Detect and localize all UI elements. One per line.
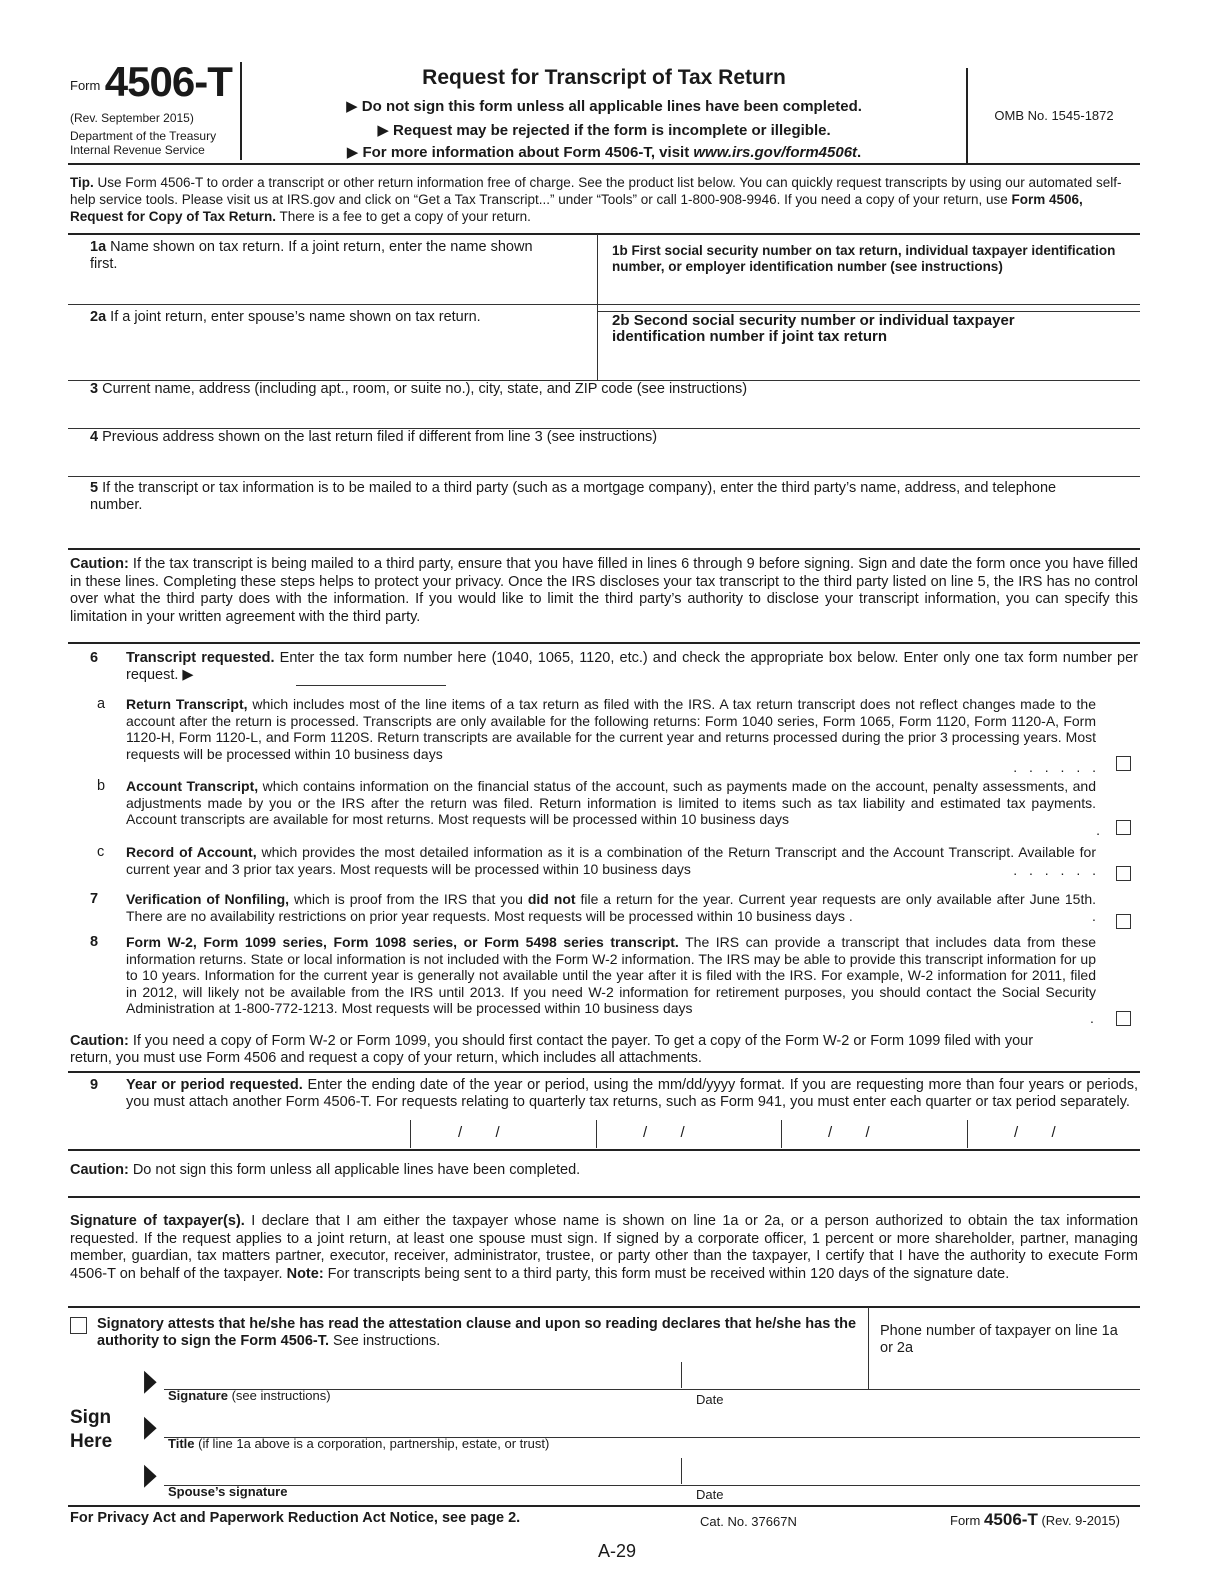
line-5-label bbox=[90, 480, 1090, 514]
caution-sign-text: Do not sign this form unless all applicable lines have been completed. bbox=[128, 1162, 581, 1178]
line-6c-dots: . . . . . . bbox=[1013, 862, 1100, 878]
line-7-body-1: which is proof from the IRS that you bbox=[289, 891, 528, 907]
line-6a-text bbox=[126, 696, 1096, 762]
privacy-notice: For Privacy Act and Paperwork Reduction Act Notice, see page 2. bbox=[70, 1510, 521, 1526]
line-6b-text bbox=[126, 778, 1096, 828]
sign-here-label bbox=[70, 1406, 112, 1454]
line-3-text: Current name, address (including apt., room, or suite no.), city, state, and ZIP code (see instructions) bbox=[102, 381, 748, 397]
signature-declaration bbox=[70, 1213, 1138, 1283]
line-1b-label bbox=[612, 243, 1132, 275]
line-2b-text: Second social security number or individual taxpayer identification number if joint tax return bbox=[612, 312, 1015, 345]
line-6c-text bbox=[126, 844, 1096, 877]
line-5-text: If the transcript or tax information is to be mailed to a third party (such as a mortgage company), enter the third party’s name, address, and telephone number. bbox=[90, 480, 1057, 513]
line-7-body-2: file a return for the year. Current year requests are only available after June 15th. There are no availability restrictions on prior year requests. Most requests will be processed within 10 business days . bbox=[126, 891, 1097, 924]
line-6-bold: Transcript requested. bbox=[126, 650, 275, 666]
line-4-number: 4 bbox=[90, 429, 99, 445]
signature-arrow-icon: ▶ bbox=[144, 1364, 157, 1397]
form-title: Request for Transcript of Tax Return bbox=[422, 66, 786, 89]
line-1b-number: 1b bbox=[612, 243, 628, 258]
department: Department of the Treasury bbox=[70, 129, 217, 143]
line-6b-letter: b bbox=[97, 778, 106, 794]
line-8-number: 8 bbox=[90, 934, 99, 950]
line-6-text bbox=[126, 650, 1138, 684]
w2-1099-transcript-checkbox[interactable] bbox=[1116, 1011, 1131, 1026]
signature-label-note: (see instructions) bbox=[227, 1388, 331, 1403]
line-2b-number: 2b bbox=[612, 312, 630, 329]
caution-w2-text: If you need a copy of Form W-2 or Form 1099, you should first contact the payer. To get a copy of the Form W-2 or Form 1099 filed with your return, you must use Form 4506 and request a copy of your return, which includes all attachments. bbox=[70, 1033, 1034, 1066]
footer-form-id bbox=[950, 1510, 1120, 1530]
url-suffix: . bbox=[857, 144, 862, 161]
date-field-1-divider bbox=[410, 1120, 411, 1148]
date-field-2-divider bbox=[596, 1120, 597, 1148]
line-4-bottom-rule bbox=[68, 476, 1140, 477]
line-6c-letter: c bbox=[97, 844, 105, 860]
attestation-text bbox=[97, 1316, 857, 1350]
line-4-label bbox=[90, 429, 1130, 446]
tip-paragraph bbox=[70, 174, 1138, 225]
verification-nonfiling-label: Verification of Nonfiling, bbox=[126, 891, 290, 907]
line-6b-body: which contains information on the financial status of the account, such as payments made on the account, penalty assessments, and adjustments made by you or the IRS after the return was filed. Return information is limited to items such as tax liability and estimated tax payments. Account transcripts are available for most returns. Most requests will be processed within 10 business days bbox=[126, 778, 1097, 827]
footer-form-number: 4506-T bbox=[983, 1510, 1038, 1529]
omb-number: OMB No. 1545-1872 bbox=[994, 108, 1114, 123]
header-instruction-2: ▶ Request may be rejected if the form is incomplete or illegible. bbox=[377, 122, 831, 139]
line-7-text bbox=[126, 891, 1096, 924]
date-field-4-divider bbox=[967, 1120, 968, 1148]
line-6b-dots: . bbox=[1096, 822, 1100, 838]
caution-w2 bbox=[70, 1033, 1070, 1067]
date-field-4[interactable]: / / bbox=[1014, 1124, 1056, 1141]
date-field-1[interactable]: / / bbox=[458, 1124, 500, 1141]
caution-w2-bottom-rule bbox=[68, 1071, 1140, 1073]
title-label-bold: Title bbox=[168, 1436, 195, 1451]
caution-sign-bottom-rule bbox=[68, 1196, 1140, 1198]
spouse-date-label: Date bbox=[696, 1487, 724, 1502]
header-instruction-3 bbox=[240, 143, 968, 161]
line-9-body: Enter the ending date of the year or period, using the mm/dd/yyyy format. If you are requesting more than four years or periods, you must attach another Form 4506-T. For requests relating to quarterly tax returns, such as Form 941, you must enter each quarter or tax period separately. bbox=[126, 1077, 1138, 1110]
title-arrow-icon: ▶ bbox=[144, 1410, 157, 1443]
signature-date-divider bbox=[681, 1362, 682, 1388]
w2-1099-transcript-label: Form W-2, Form 1099 series, Form 1098 series, or Form 5498 series transcript. bbox=[126, 934, 679, 950]
line-6a-dots: . . . . . . bbox=[1013, 759, 1100, 775]
line-5-number: 5 bbox=[90, 480, 99, 496]
header-instruction-1: ▶ Do not sign this form unless all applicable lines have been completed. bbox=[346, 98, 862, 115]
date-field-2[interactable]: / / bbox=[643, 1124, 685, 1141]
here-word: Here bbox=[70, 1431, 113, 1452]
spouse-arrow-icon: ▶ bbox=[144, 1458, 157, 1491]
note-label: Note: bbox=[286, 1265, 324, 1282]
caution-do-not-sign bbox=[70, 1162, 580, 1178]
header-bottom-rule bbox=[68, 163, 1140, 165]
page-label: A-29 bbox=[598, 1541, 637, 1561]
account-transcript-label: Account Transcript, bbox=[126, 778, 259, 794]
caution-third-party bbox=[70, 556, 1138, 626]
phone-divider bbox=[868, 1307, 869, 1389]
signature-declaration-text-2: For transcripts being sent to a third party, this form must be received within 120 days of the signature date. bbox=[323, 1265, 1010, 1282]
line-2a-number: 2a bbox=[90, 309, 107, 325]
line-1a-text: Name shown on tax return. If a joint return, enter the name shown first. bbox=[90, 239, 533, 272]
line-6a-body: which includes most of the line items of a tax return as filed with the IRS. A tax return transcript does not reflect changes made to the account after the return is processed. Transcripts are only available for the following returns: Form 1040 series, Form 1065, Form 1120, Form 1120-A, Form 1120-H, Form 1120-L, and Form 1120S. Return transcripts are available for the current year and returns processed during the prior 3 processing years. Most requests will be processed within 10 business days bbox=[126, 696, 1096, 762]
form-number: 4506-T bbox=[104, 58, 232, 105]
line-6a-letter: a bbox=[97, 696, 106, 712]
form-id-block bbox=[70, 58, 240, 106]
verification-nonfiling-checkbox[interactable] bbox=[1116, 914, 1131, 929]
line-1-divider bbox=[597, 234, 598, 380]
year-period-label: Year or period requested. bbox=[126, 1077, 303, 1093]
attestation-see-instructions: See instructions. bbox=[329, 1333, 441, 1349]
line-8-dots: . bbox=[1090, 1010, 1094, 1026]
line-6-number: 6 bbox=[90, 650, 99, 666]
spouse-signature-input[interactable] bbox=[164, 1485, 1140, 1486]
date-field-3-divider bbox=[781, 1120, 782, 1148]
line-9-number: 9 bbox=[90, 1077, 99, 1093]
line-7-dots: . bbox=[1092, 908, 1096, 924]
line-9-text bbox=[126, 1077, 1138, 1111]
line-6-body: Enter the tax form number here (1040, 1065, 1120, etc.) and check the appropriate box below. Enter only one tax form number per request. ▶ bbox=[126, 650, 1138, 683]
sign-word: Sign bbox=[70, 1407, 112, 1428]
line-9-bottom-rule bbox=[68, 1149, 1140, 1151]
line-2a-text: If a joint return, enter spouse’s name shown on tax return. bbox=[110, 309, 481, 325]
line-3-label bbox=[90, 381, 1130, 398]
line-5-bottom-rule bbox=[68, 548, 1140, 550]
line-8-body: The IRS can provide a transcript that includes data from these information returns. State or local information is not included with the Form W-2 information. The IRS may be able to provide this transcript information for up to 10 years. Information for the current year is generally not available until the year after it is filed with the IRS. For example, W-2 information for 2011, filed in 2012, will likely not be available from the IRS until 2013. If you need W-2 information for retirement purposes, you should contact the Social Security Administration at 1-800-772-1213. Most requests will be processed within 10 business days bbox=[126, 934, 1096, 1017]
declaration-bottom-rule bbox=[68, 1306, 1140, 1308]
caution-sign-label: Caution: bbox=[70, 1162, 129, 1178]
signature-label-bold: Signature bbox=[168, 1388, 228, 1403]
line-7-number: 7 bbox=[90, 891, 99, 907]
line-3-number: 3 bbox=[90, 381, 99, 397]
tip-bold: Form 4506, Request for Copy of Tax Return. bbox=[70, 192, 1083, 224]
date-field-3[interactable]: / / bbox=[828, 1124, 870, 1141]
tip-text-2: There is a fee to get a copy of your return. bbox=[276, 209, 531, 224]
record-of-account-label: Record of Account, bbox=[126, 844, 257, 860]
signature-declaration-text-1: I declare that I am either the taxpayer whose name is shown on line 1a or 2a, or a person authorized to obtain the tax information requested. If the request applies to a joint return, at least one spouse must sign. If signed by a corporate officer, 1 percent or more shareholder, partner, managing member, guardian, tax matters partner, executor, receiver, administrator, trustee, or party other than the taxpayer, I certify that I have the authority to execute Form 4506-T on behalf of the taxpayer. bbox=[70, 1213, 1139, 1282]
form-revision: (Rev. September 2015) bbox=[70, 111, 194, 125]
tip-bottom-rule bbox=[68, 233, 1140, 235]
spouse-signature-label: Spouse’s signature bbox=[168, 1484, 288, 1499]
tip-text-1: Use Form 4506-T to order a transcript or other return information free of charge. See the product list below. You can quickly request transcripts by using our automated self-help service tools. Please visit us at IRS.gov and click on “Get a Tax Transcript...” under “Tools” or call 1-800-908-9946. If you need a copy of your return, use bbox=[70, 175, 1122, 207]
form-prefix: Form bbox=[70, 78, 101, 93]
line-1a-number: 1a bbox=[90, 239, 107, 255]
signature-date-label: Date bbox=[696, 1392, 724, 1407]
line-1b-text: First social security number on tax return, individual taxpayer identification number, or employer identification number (see instructions) bbox=[612, 243, 1116, 274]
irs-url-link[interactable]: www.irs.gov/form4506t bbox=[693, 144, 858, 161]
form-bottom-rule bbox=[68, 1505, 1140, 1507]
title-label bbox=[168, 1436, 549, 1451]
signature-taxpayer-label: Signature of taxpayer(s). bbox=[70, 1213, 245, 1229]
line-7-did-not: did not bbox=[527, 891, 576, 907]
attestation-checkbox[interactable] bbox=[70, 1317, 87, 1334]
phone-label: Phone number of taxpayer on line 1a or 2a bbox=[880, 1323, 1118, 1356]
return-transcript-label: Return Transcript, bbox=[126, 696, 248, 712]
tax-form-number-input[interactable] bbox=[296, 685, 446, 686]
caution-text: If the tax transcript is being mailed to a third party, ensure that you have filled in lines 6 through 9 before signing. Sign and date the form once you have filled in these lines. Completing these steps helps to protect your privacy. Once the IRS discloses your tax transcript to the third party listed on line 5, the IRS has no control over what the third party does with the information. If you would like to limit the third party’s authority to disclose your transcript information, you can specify this limitation in your written agreement with the third party. bbox=[70, 556, 1138, 625]
caution-w2-label: Caution: bbox=[70, 1033, 129, 1049]
signature-label bbox=[168, 1388, 331, 1403]
line-6c-body: which provides the most detailed information as it is a combination of the Return Transcript and the Account Transcript. Available for current year and 3 prior tax years. Most requests will be processed within 10 business days bbox=[126, 844, 1096, 877]
record-of-account-checkbox[interactable] bbox=[1116, 866, 1131, 881]
footer-form-prefix: Form bbox=[950, 1513, 981, 1528]
caution-bottom-rule bbox=[68, 642, 1140, 644]
line-2a-label bbox=[90, 309, 570, 326]
line-8-text bbox=[126, 934, 1096, 1017]
title-label-note: (if line 1a above is a corporation, partnership, estate, or trust) bbox=[194, 1436, 550, 1451]
catalog-number: Cat. No. 37667N bbox=[700, 1514, 797, 1529]
service: Internal Revenue Service bbox=[70, 143, 205, 157]
line-4-text: Previous address shown on the last return filed if different from line 3 (see instructions) bbox=[102, 429, 658, 445]
return-transcript-checkbox[interactable] bbox=[1116, 756, 1131, 771]
line-2b-label bbox=[612, 313, 1072, 345]
tip-label: Tip. bbox=[70, 175, 94, 190]
header-instruction-3-text: ▶ For more information about Form 4506-T, visit bbox=[346, 144, 694, 161]
caution-label: Caution: bbox=[70, 556, 129, 572]
line-1a-label bbox=[90, 239, 560, 273]
account-transcript-checkbox[interactable] bbox=[1116, 820, 1131, 835]
attestation-bold: Signatory attests that he/she has read the attestation clause and upon so reading declares that he/she has the authority to sign the Form 4506-T. bbox=[97, 1316, 857, 1349]
spouse-date-divider bbox=[681, 1458, 682, 1484]
footer-revision: (Rev. 9-2015) bbox=[1041, 1513, 1120, 1528]
line-1-bottom-rule bbox=[68, 304, 1140, 305]
